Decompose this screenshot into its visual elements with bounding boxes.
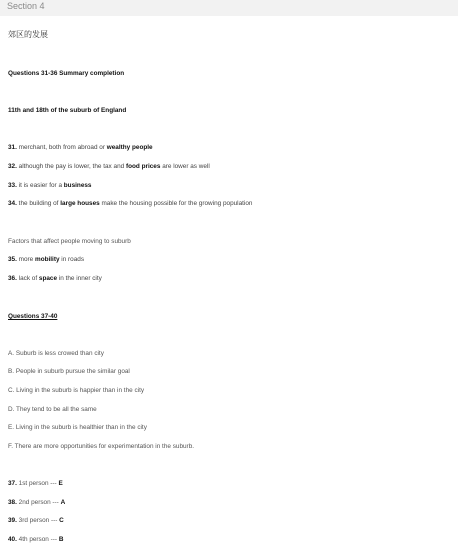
list-item-31 xyxy=(8,144,153,152)
answer-letter: C xyxy=(59,517,64,524)
answer-37 xyxy=(8,480,63,488)
item-text: it is easier for a xyxy=(16,182,64,189)
answer-39 xyxy=(8,517,64,525)
question-number: 39. xyxy=(8,517,17,524)
item-text: the building of xyxy=(16,200,61,207)
summary-heading: Questions 31-36 Summary completion xyxy=(8,70,125,77)
option-e: E. Living in the suburb is healthier than in the city xyxy=(8,424,147,431)
list-item-34 xyxy=(8,200,252,208)
question-number: 37. xyxy=(8,480,17,487)
factors-intro: Factors that affect people moving to suburb xyxy=(8,238,131,245)
question-number: 31. xyxy=(8,144,17,151)
list-item-33 xyxy=(8,182,92,190)
question-number: 32. xyxy=(8,163,17,170)
item-text-after: make the housing possible for the growing population xyxy=(99,200,253,207)
item-text: lack of xyxy=(16,275,39,282)
question-number: 34. xyxy=(8,200,17,207)
answer-text: 1st person --- xyxy=(16,480,59,487)
answer-keyword: mobility xyxy=(35,256,60,263)
summary-subheading: 11th and 18th of the suburb of England xyxy=(8,107,127,114)
item-text: more xyxy=(16,256,36,263)
item-text-after: in the inner city xyxy=(57,275,102,282)
question-number: 33. xyxy=(8,182,17,189)
answer-keyword: wealthy people xyxy=(106,144,153,151)
matching-heading: Questions 37-40 xyxy=(8,313,58,320)
item-text: merchant, both from abroad or xyxy=(16,144,107,151)
answer-text: 3rd person --- xyxy=(16,517,60,524)
option-d: D. They tend to be all the same xyxy=(8,406,97,413)
answer-text: 4th person --- xyxy=(16,536,59,543)
item-text: although the pay is lower, the tax and xyxy=(16,163,126,170)
answer-40 xyxy=(8,536,63,544)
list-item-32 xyxy=(8,163,210,171)
option-a: A. Suburb is less crowed than city xyxy=(8,350,104,357)
question-number: 38. xyxy=(8,499,17,506)
question-number: 40. xyxy=(8,536,17,543)
answer-letter: E xyxy=(58,480,63,487)
answer-keyword: business xyxy=(63,182,92,189)
answer-keyword: food prices xyxy=(125,163,161,170)
item-text-after: in roads xyxy=(59,256,85,263)
answer-38 xyxy=(8,499,65,507)
answer-letter: B xyxy=(58,536,64,543)
answer-keyword: space xyxy=(38,275,58,282)
question-number: 35. xyxy=(8,256,17,263)
list-item-35 xyxy=(8,256,84,264)
item-text-after: are lower as well xyxy=(160,163,210,170)
option-f: F. There are more opportunities for experimentation in the suburb. xyxy=(8,443,195,450)
option-c: C. Living in the suburb is happier than in the city xyxy=(8,387,145,394)
answer-letter: A xyxy=(60,499,66,506)
question-number: 36. xyxy=(8,275,17,282)
answer-text: 2nd person --- xyxy=(16,499,61,506)
list-item-36 xyxy=(8,275,102,283)
page-title: 郊区的发展 xyxy=(8,30,48,39)
option-b: B. People in suburb pursue the similar goal xyxy=(8,368,130,375)
section-header-bar xyxy=(0,0,458,16)
answer-keyword: large houses xyxy=(60,200,100,207)
section-label: Section 4 xyxy=(7,1,45,11)
